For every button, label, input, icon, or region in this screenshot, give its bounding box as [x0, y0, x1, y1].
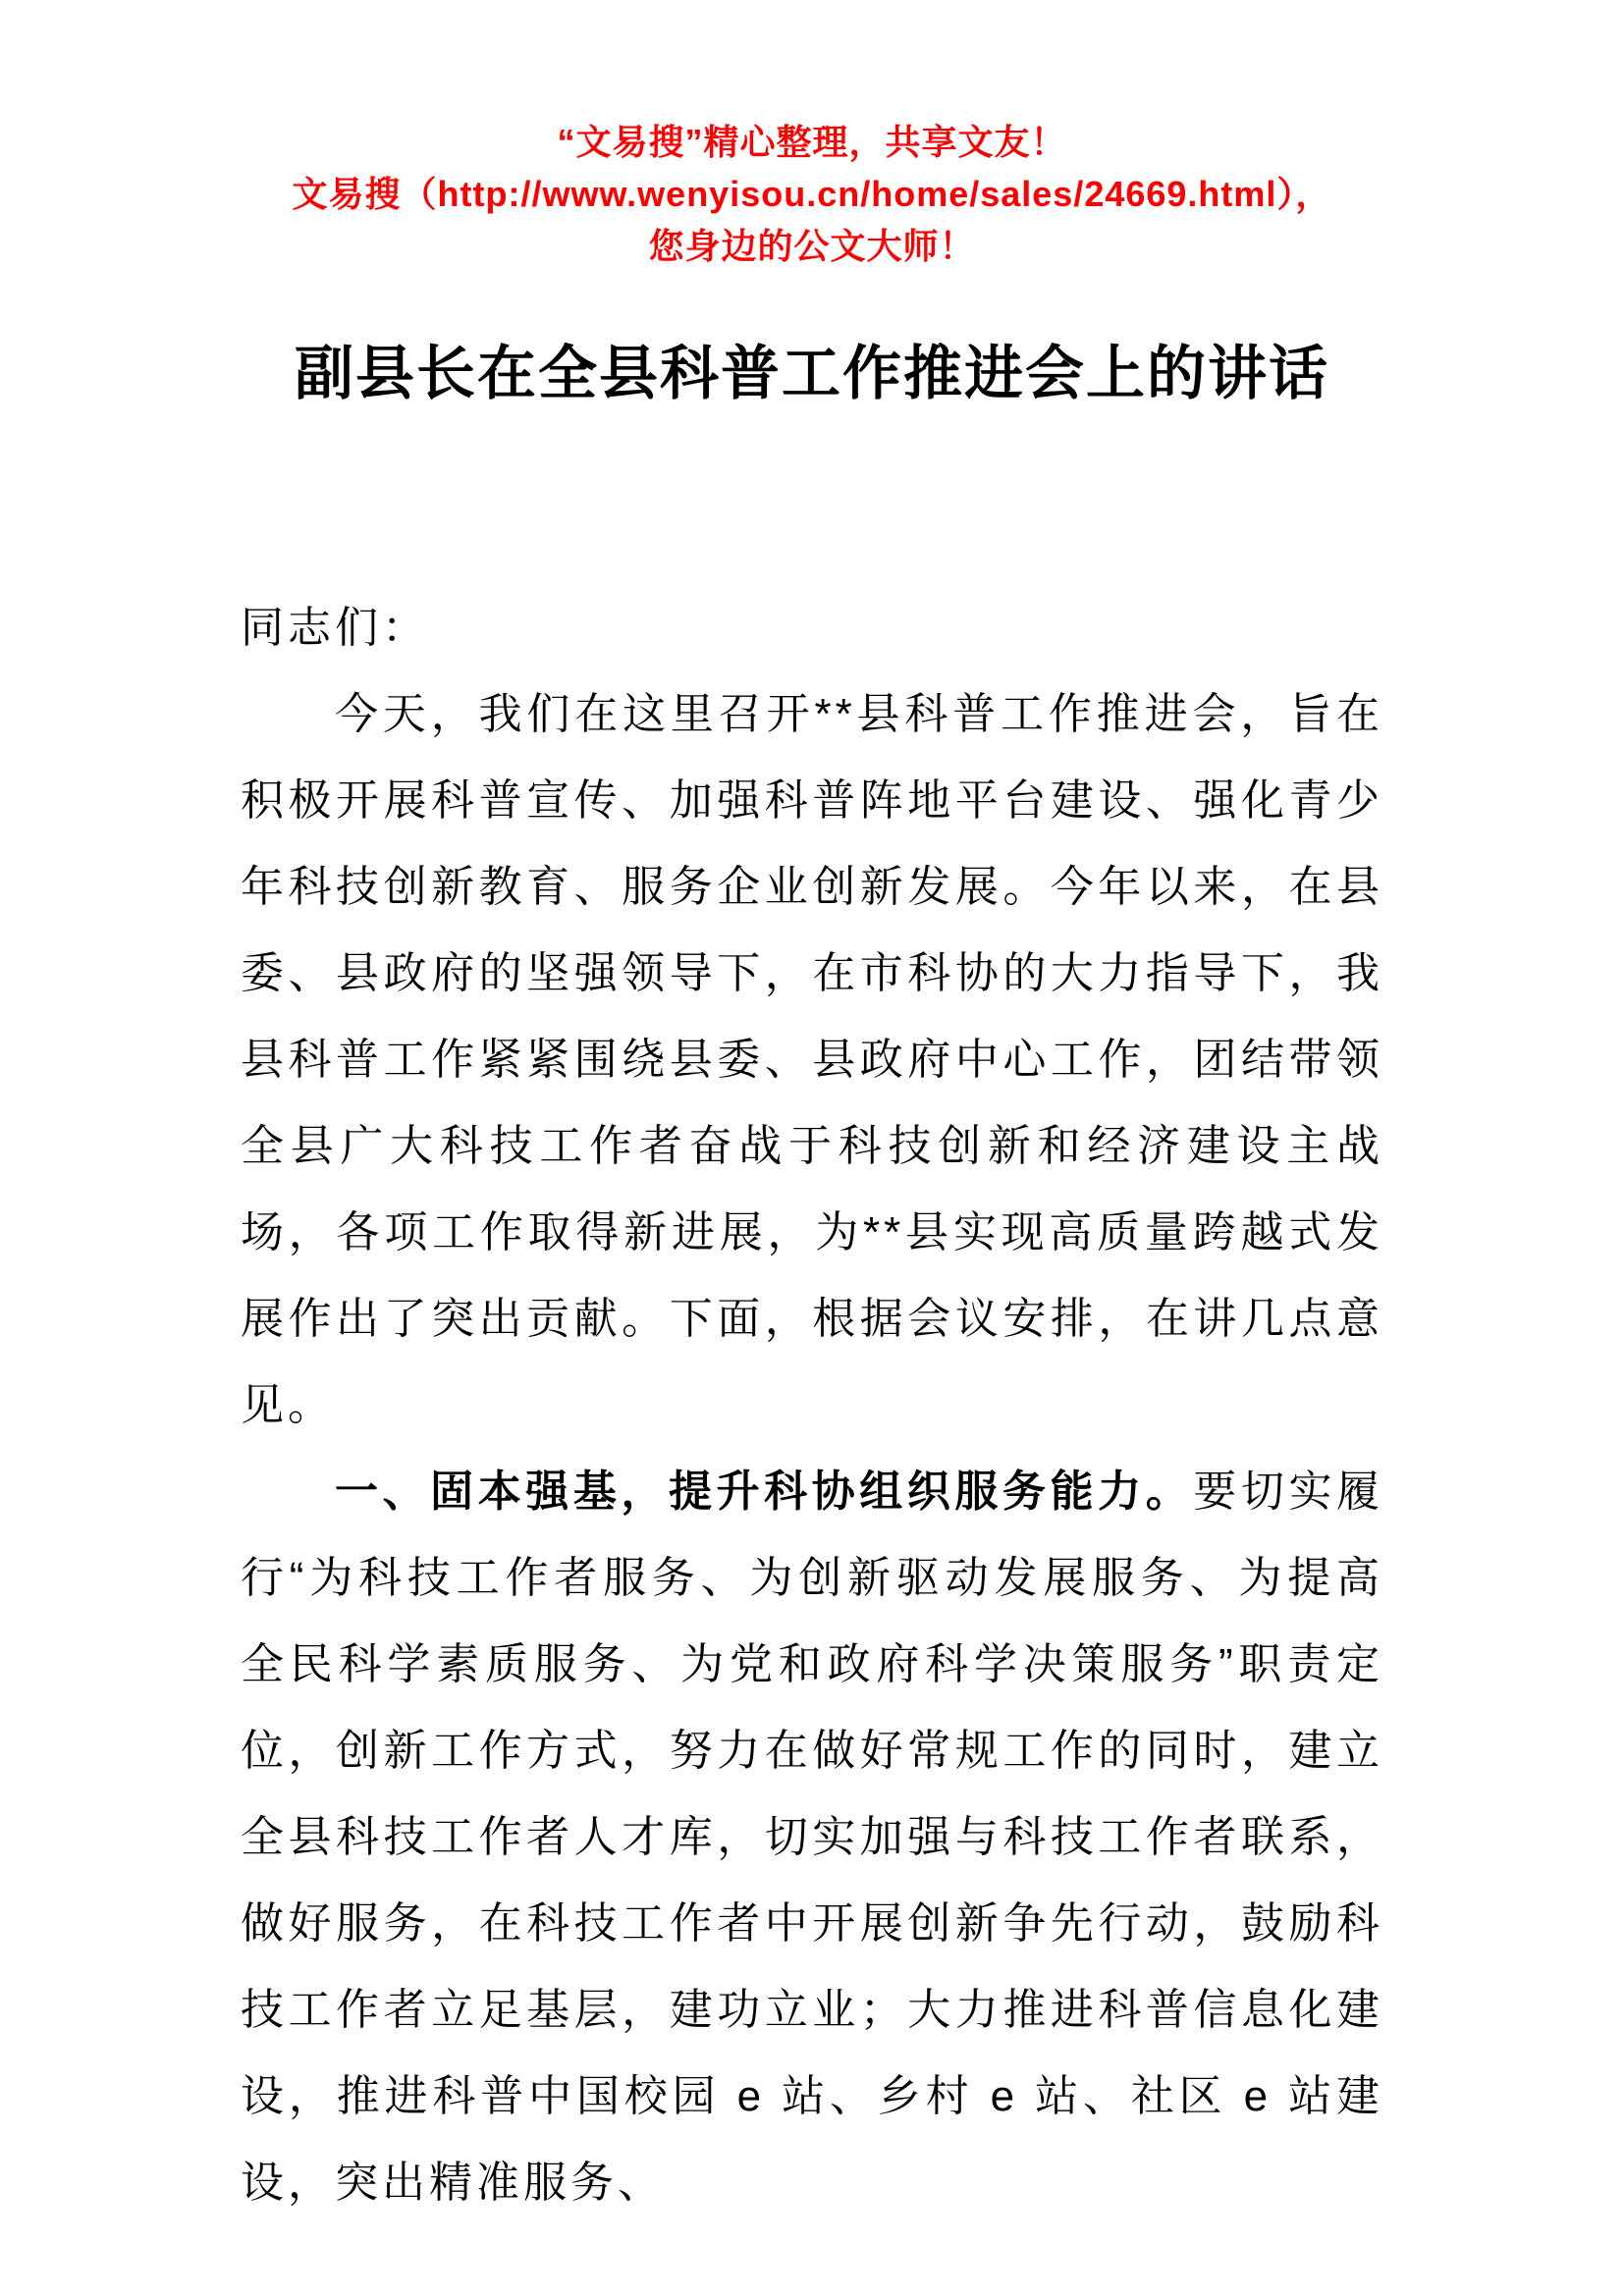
promo-line-2: 文易搜（http://www.wenyisou.cn/home/sales/24669.html）， — [292, 174, 1332, 214]
salutation: 同志们： — [241, 604, 429, 652]
document-title: 副县长在全县科普工作推进会上的讲话 — [295, 341, 1329, 406]
promo-header — [241, 116, 1383, 272]
paragraph-2-text: 要切实履行“为科技工作者服务、为创新驱动发展服务、为提高全民科学素质服务、为党和政府科学决策服务”职责定位，创新工作方式，努力在做好常规工作的同时，建立全县科技工作者人才库，切实加强与科技工作者联系，做好服务，在科技工作者中开展创新争先行动，鼓励科技工作者立足基层，建功立业；大力推进科普信息化建设，推进科普中国校园 e 站、乡村 e 站、社区 e 站建设，突出精准服务、 — [241, 1468, 1384, 2207]
document-body — [241, 585, 1383, 2226]
paragraph-2 — [241, 1449, 1383, 2226]
paragraph-1-text: 今天，我们在这里召开**县科普工作推进会，旨在积极开展科普宣传、加强科普阵地平台建设、强化青少年科技创新教育、服务企业创新发展。今年以来，在县委、县政府的坚强领导下，在市科协的大力指导下，我县科普工作紧紧围绕县委、县政府中心工作，团结带领全县广大科技工作者奋战于科技创新和经济建设主战场，各项工作取得新进展，为**县实现高质量跨越式发展作出了突出贡献。下面，根据会议安排，在讲几点意见。 — [241, 690, 1383, 1429]
promo-line-1: “文易搜”精心整理，共享文友！ — [557, 122, 1067, 162]
section-1-heading-bold: 一、固本强基，提升科协组织服务能力。 — [335, 1468, 1194, 1516]
paragraph-1 — [241, 671, 1383, 1449]
promo-line-3: 您身边的公文大师！ — [648, 226, 976, 266]
